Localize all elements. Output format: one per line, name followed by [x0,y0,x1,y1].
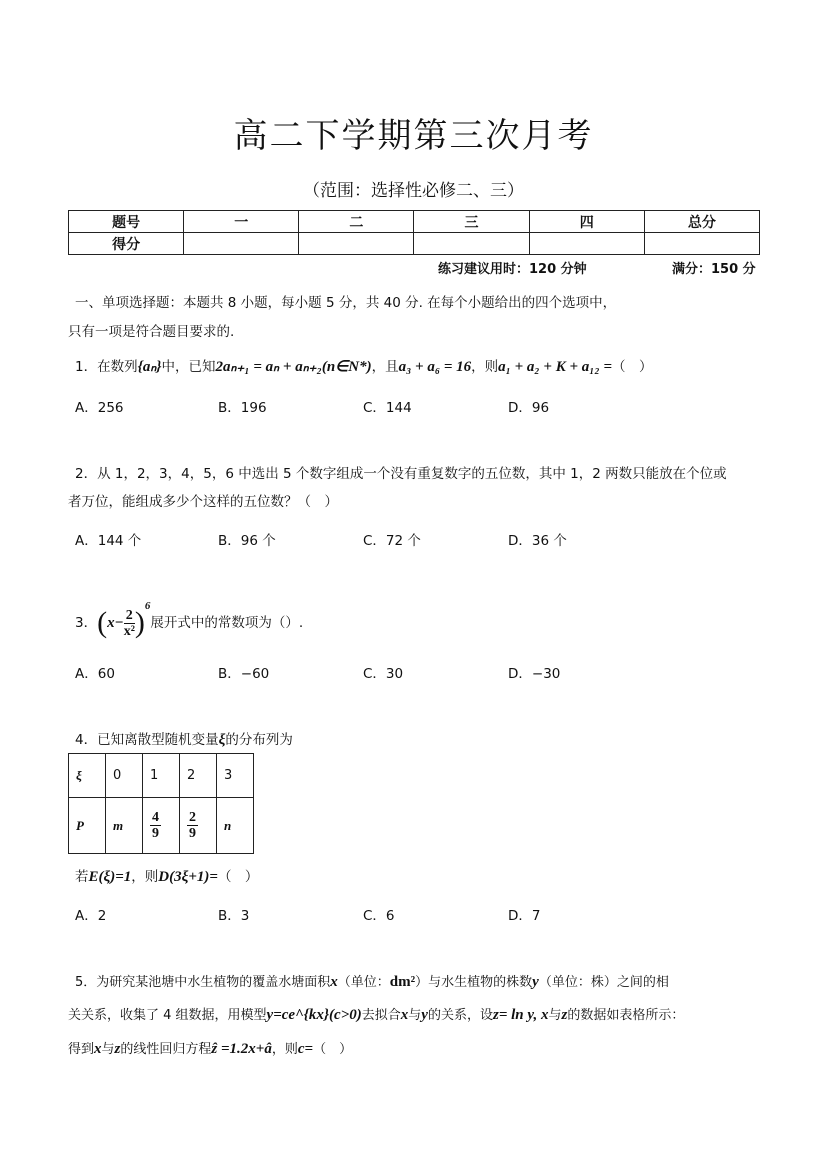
q4-math: E(ξ)=1 [88,869,132,885]
page-title: 高二下学期第三次月考 [233,116,594,156]
q5-text: 与 [408,1008,422,1023]
full-score: 满分：150 分 [672,262,756,277]
q4-option-a: A．2 [75,908,107,924]
score-row-label: 得分 [69,233,184,255]
q3-text: 展开式中的常数项为（）. [150,615,304,631]
q5-text: 的数据如表格所示： [567,1008,685,1023]
q5-line-2 [68,1004,684,1024]
q1-math: a₁ + a₂ + K + a₁₂ = [498,359,613,375]
q3-option-d: D．−30 [508,666,561,682]
q2-option-a: A．144 个 [75,533,142,549]
q2-option-b: B．96 个 [218,533,276,549]
q5-text: ）与水生植物的株数 [415,975,533,990]
dist-cell: m [106,798,143,854]
q5-text: 去拟合 [361,1008,401,1023]
q4-text: 的分布列为 [225,732,293,748]
score-header-cell: 一 [184,211,299,233]
q3-math: x [107,615,115,631]
q5-math: x [94,1041,102,1057]
q4-text: （ ） [217,869,259,885]
section-instructions-2: 只有一项是符合题目要求的. [68,324,235,340]
q4-text: 4．已知离散型随机变量 [75,732,219,748]
q5-math: ẑ =1.2x+â [211,1041,272,1057]
q1-text: 中，已知 [161,359,216,375]
q4-math: ξ [218,732,226,748]
q3-math: − [114,615,124,631]
q5-math: z [561,1007,568,1023]
denominator: 9 [152,826,159,841]
q1-option-b: B．196 [218,400,267,416]
denominator: x² [123,623,135,639]
score-header-cell: 总分 [644,211,759,233]
q2-option-d: D．36 个 [508,533,567,549]
q4-option-b: B．3 [218,908,250,924]
q1-option-c: C．144 [363,400,412,416]
score-header-cell: 三 [414,211,529,233]
score-cell [299,233,414,255]
q5-text: 与 [101,1042,115,1057]
q3-number: 3． [75,615,98,631]
score-header-cell: 二 [299,211,414,233]
q5-math: y [421,1007,428,1023]
q4-condition [75,865,258,886]
q4-option-c: C．6 [363,908,395,924]
score-header-cell: 四 [529,211,644,233]
q5-line-1 [75,971,669,991]
score-cell [414,233,529,255]
q3-option-a: A．60 [75,666,115,682]
q5-math: z [114,1041,121,1057]
numerator: 2 [125,607,133,623]
q5-math: y [532,974,539,990]
q1-math: {aₙ} [137,359,162,375]
q5-math: z= ln y, x [492,1007,549,1023]
q2-line-2: 者万位，能组成多少个这样的五位数？（ ） [68,494,338,510]
score-cell [529,233,644,255]
numerator: 2 [189,810,196,825]
question-1 [75,355,653,376]
dist-cell [143,798,180,854]
score-header-cell: 题号 [69,211,184,233]
q4-math: D(3ξ+1)= [158,869,218,885]
q1-math: a₃ + a₆ = 16 [398,359,472,375]
q3-fraction [124,608,135,639]
q5-text: （单位：株）之间的相 [538,975,669,990]
section-instructions-1: 一、单项选择题：本题共 8 小题，每小题 5 分，共 40 分. 在每个小题给出的四个选项中， [75,295,617,311]
q3-option-c: C．30 [363,666,404,682]
paren: ) [134,606,145,639]
q5-math: y=ce^{kx}(c>0) [266,1007,362,1023]
q5-math: x [400,1007,409,1023]
score-table [68,210,760,255]
dist-cell: ξ [69,754,106,798]
q4-line-1 [75,728,293,749]
dist-cell: 0 [106,754,143,798]
q5-text: 得到 [68,1042,95,1057]
q1-option-a: A．256 [75,400,124,416]
q4-option-d: D．7 [508,908,541,924]
score-cell [184,233,299,255]
time-info: 练习建议用时：120 分钟 [438,262,587,277]
distribution-table [68,753,254,854]
q5-math: x [330,974,338,990]
q1-text: ，且 [371,359,399,375]
q1-text: （ ） [612,359,653,375]
paren: ( [97,606,108,639]
denominator: 9 [189,826,196,841]
q4-text: ，则 [131,869,159,885]
dist-cell: P [69,798,106,854]
q5-text: （ ） [313,1042,353,1057]
q5-math: c= [297,1041,314,1057]
score-cell [644,233,759,255]
q3-exponent: 6 [144,600,151,612]
q5-text: ，则 [271,1042,298,1057]
q5-text: 的关系，设 [427,1008,493,1023]
q1-option-d: D．96 [508,400,550,416]
dist-cell: 3 [217,754,254,798]
dist-cell: n [217,798,254,854]
q2-line-1: 2．从 1，2，3，4，5，6 中选出 5 个数字组成一个没有重复数字的五位数，其中 1，2 两数只能放在个位或 [75,466,727,482]
q4-text: 若 [75,869,89,885]
dist-cell: 1 [143,754,180,798]
q1-math: 2aₙ₊₁ = aₙ + aₙ₊₂(n∈N*) [215,359,372,375]
page-subtitle: （范围：选择性必修二、三） [303,181,524,201]
q5-text: 关关系，收集了 4 组数据，用模型 [68,1008,267,1023]
dist-cell [180,798,217,854]
question-3 [75,600,303,640]
q5-text: （单位： [337,975,390,990]
q1-text: 1．在数列 [75,359,138,375]
q5-math: dm² [389,974,416,990]
dist-cell: 2 [180,754,217,798]
q5-line-3 [68,1038,352,1058]
q1-text: ，则 [471,359,499,375]
q5-text: 5．为研究某池塘中水生植物的覆盖水塘面积 [75,975,331,990]
q2-option-c: C．72 个 [363,533,421,549]
q5-text: 的线性回归方程 [120,1042,212,1057]
numerator: 4 [152,810,159,825]
q3-option-b: B．−60 [218,666,270,682]
q5-text: 与 [548,1008,562,1023]
